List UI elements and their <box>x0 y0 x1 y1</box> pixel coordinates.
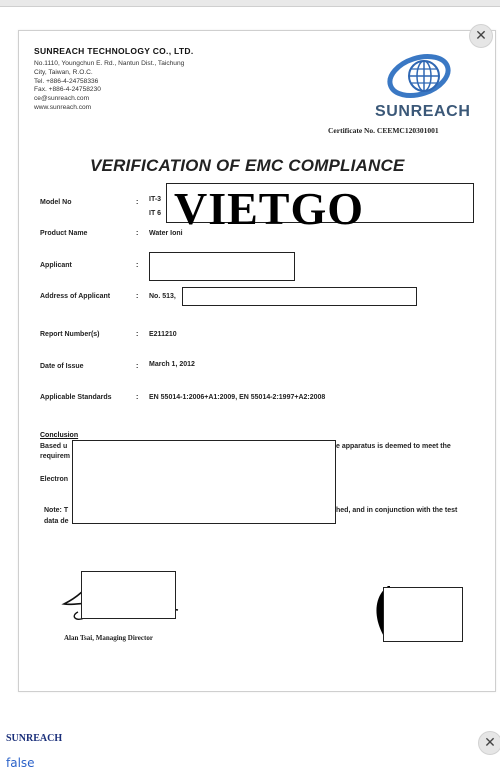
document-title: VERIFICATION OF EMC COMPLIANCE <box>90 156 405 175</box>
phone-line: Tel. +886-4-24758336 <box>34 77 99 85</box>
redaction-box <box>81 571 176 619</box>
company-name: SUNREACH TECHNOLOGY CO., LTD. <box>34 46 194 56</box>
address-label: Address of Applicant <box>40 293 111 300</box>
website-line: www.sunreach.com <box>34 103 92 111</box>
signatory-name: Alan Tsai, Managing Director <box>64 634 153 642</box>
colon: : <box>136 331 139 338</box>
standards-label: Applicable Standards <box>40 394 112 401</box>
redaction-box <box>72 440 336 524</box>
colon: : <box>136 230 139 237</box>
watermark: VIETGO <box>174 183 365 234</box>
email-line: ce@sunreach.com <box>34 95 90 103</box>
date-of-issue-label: Date of Issue <box>40 363 84 370</box>
conclusion-text: e apparatus is deemed to meet the <box>336 443 451 450</box>
conclusion-heading: Conclusion <box>40 432 79 439</box>
note-text: Note: T <box>44 507 69 514</box>
globe-logo-icon <box>386 50 456 104</box>
redaction-box <box>149 252 295 281</box>
close-icon: ✕ <box>475 28 487 44</box>
logo-text: SUNREACH <box>375 103 471 120</box>
footer-value: false <box>6 756 35 770</box>
conclusion-text: Based u <box>40 443 68 450</box>
colon: : <box>136 199 139 206</box>
model-no-label: Model No <box>40 199 72 206</box>
close-button[interactable] <box>469 24 493 48</box>
top-scroll-edge <box>0 0 500 7</box>
colon: : <box>136 394 139 401</box>
applicant-label: Applicant <box>40 262 72 269</box>
close-icon: ✕ <box>484 735 496 751</box>
colon: : <box>136 262 139 269</box>
note-text: data de <box>44 518 69 525</box>
address-line: City, Taiwan, R.O.C. <box>34 68 93 76</box>
company-address <box>34 60 184 113</box>
product-name-value: Water Ioni <box>149 230 183 237</box>
report-number-label: Report Number(s) <box>40 331 100 338</box>
address-line: No.1110, Youngchun E. Rd., Nantun Dist., Taichung <box>34 60 185 67</box>
model-no-value-2: IT 6 <box>149 210 162 217</box>
model-no-value-1: IT-3 <box>149 196 162 203</box>
address-value: No. 513, <box>149 293 176 300</box>
footer-brand: SUNREACH <box>6 733 63 744</box>
colon: : <box>136 293 139 300</box>
certificate-number: Certificate No. CEEMC120301001 <box>328 126 439 135</box>
fax-line: Fax. +886-4-24758230 <box>34 86 101 94</box>
close-button[interactable] <box>478 731 500 755</box>
date-of-issue-value: March 1, 2012 <box>149 361 195 368</box>
redaction-box <box>182 287 417 306</box>
colon: : <box>136 363 139 370</box>
standards-value: EN 55014-1:2006+A1:2009, EN 55014-2:1997+A2:2008 <box>149 394 326 401</box>
product-name-label: Product Name <box>40 230 88 237</box>
conclusion-text: requirem <box>40 453 70 460</box>
redaction-box <box>383 587 463 642</box>
conclusion-text: Electron <box>40 476 69 483</box>
report-number-value: E211210 <box>149 331 177 338</box>
note-text: hed, and in conjunction with the test <box>336 507 458 514</box>
